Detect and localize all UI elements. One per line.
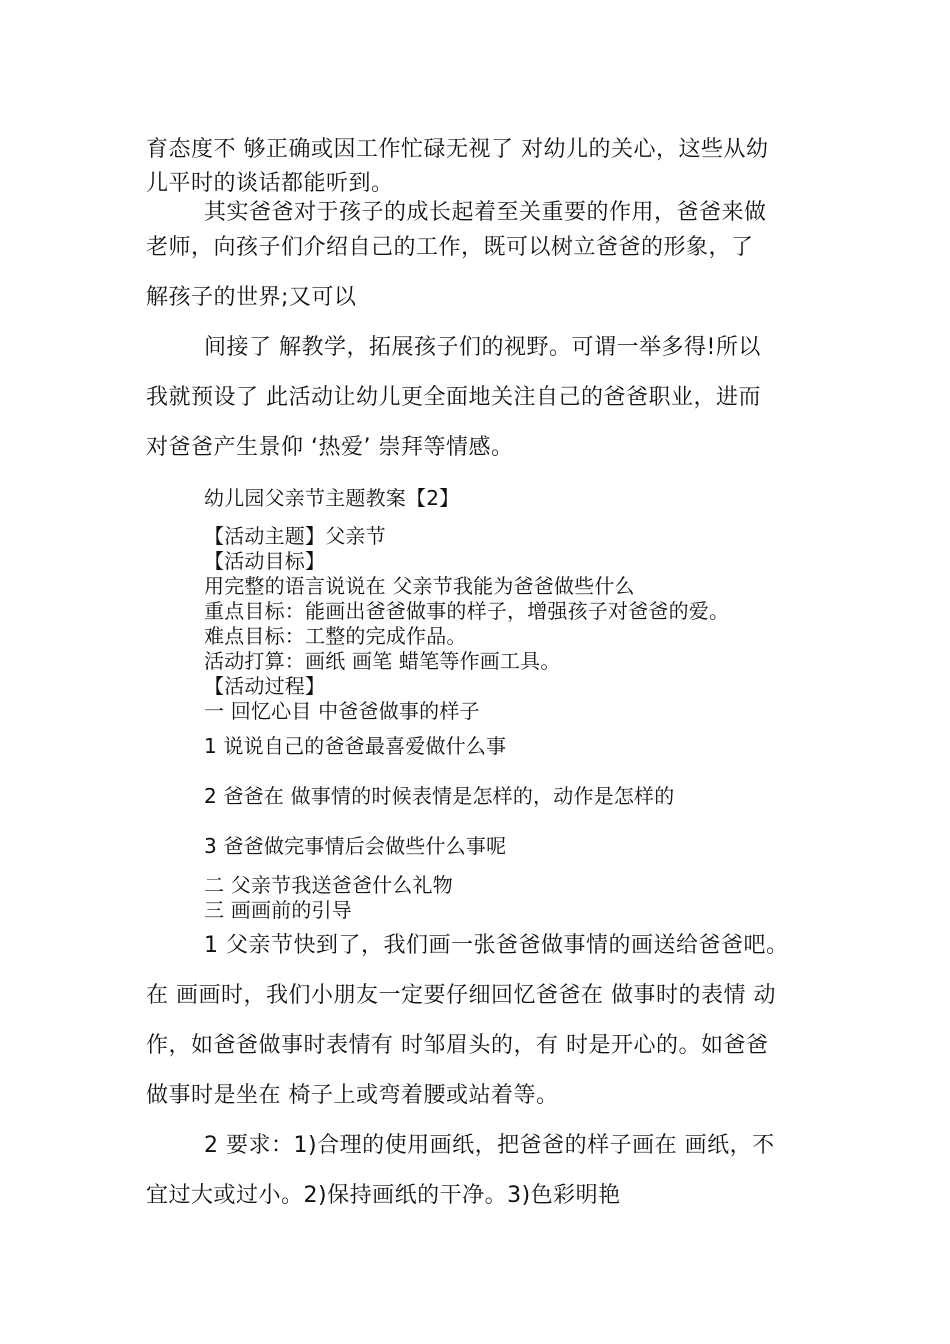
paragraph-line: 难点目标：工整的完成作品。 <box>204 624 467 648</box>
paragraph-line: 老师，向孩子们介绍自己的工作，既可以树立爸爸的形象，了 <box>146 235 754 260</box>
paragraph-line: 用完整的语言说说在 父亲节我能为爸爸做些什么 <box>204 574 635 598</box>
paragraph-line: 一 回忆心目 中爸爸做事的样子 <box>204 699 480 723</box>
paragraph-line: 做事时是坐在 椅子上或弯着腰或站着等。 <box>146 1083 559 1108</box>
section-title: 幼儿园父亲节主题教案【2】 <box>204 486 460 510</box>
paragraph-line: 【活动目标】 <box>204 549 326 573</box>
paragraph-line: 在 画画时，我们小朋友一定要仔细回忆爸爸在 做事时的表情 动 <box>146 983 776 1008</box>
paragraph-line: 【活动主题】父亲节 <box>204 524 386 548</box>
paragraph-line: 3 爸爸做完事情后会做些什么事呢 <box>204 834 507 858</box>
paragraph-line: 解孩子的世界;又可以 <box>146 285 357 310</box>
paragraph-line: 儿平时的谈话都能听到。 <box>146 171 394 196</box>
paragraph-line: 活动打算：画纸 画笔 蜡笔等作画工具。 <box>204 649 561 673</box>
paragraph-line: 其实爸爸对于孩子的成长起着至关重要的作用，爸爸来做 <box>204 200 767 225</box>
paragraph-line: 宜过大或过小。2)保持画纸的干净。3)色彩明艳 <box>146 1183 621 1208</box>
paragraph-line: 2 爸爸在 做事情的时候表情是怎样的，动作是怎样的 <box>204 784 675 808</box>
paragraph-line: 三 画画前的引导 <box>204 898 352 922</box>
paragraph-line: 间接了 解教学，拓展孩子们的视野。可谓一举多得!所以 <box>204 335 761 360</box>
paragraph-line: 重点目标：能画出爸爸做事的样子，增强孩子对爸爸的爱。 <box>204 599 730 623</box>
paragraph-line: 【活动过程】 <box>204 674 326 698</box>
paragraph-line: 作，如爸爸做事时表情有 时邹眉头的，有 时是开心的。如爸爸 <box>146 1033 769 1058</box>
paragraph-line: 育态度不 够正确或因工作忙碌无视了 对幼儿的关心，这些从幼 <box>146 137 769 162</box>
paragraph-line: 我就预设了 此活动让幼儿更全面地关注自己的爸爸职业，进而 <box>146 385 761 410</box>
paragraph-line: 2 要求：1)合理的使用画纸，把爸爸的样子画在 画纸，不 <box>204 1133 775 1158</box>
paragraph-line: 1 父亲节快到了，我们画一张爸爸做事情的画送给爸爸吧。 <box>204 933 789 958</box>
paragraph-line: 1 说说自己的爸爸最喜爱做什么事 <box>204 734 507 758</box>
paragraph-line: 二 父亲节我送爸爸什么礼物 <box>204 873 453 897</box>
paragraph-line: 对爸爸产生景仰 ‘热爱’ 崇拜等情感。 <box>146 435 514 460</box>
